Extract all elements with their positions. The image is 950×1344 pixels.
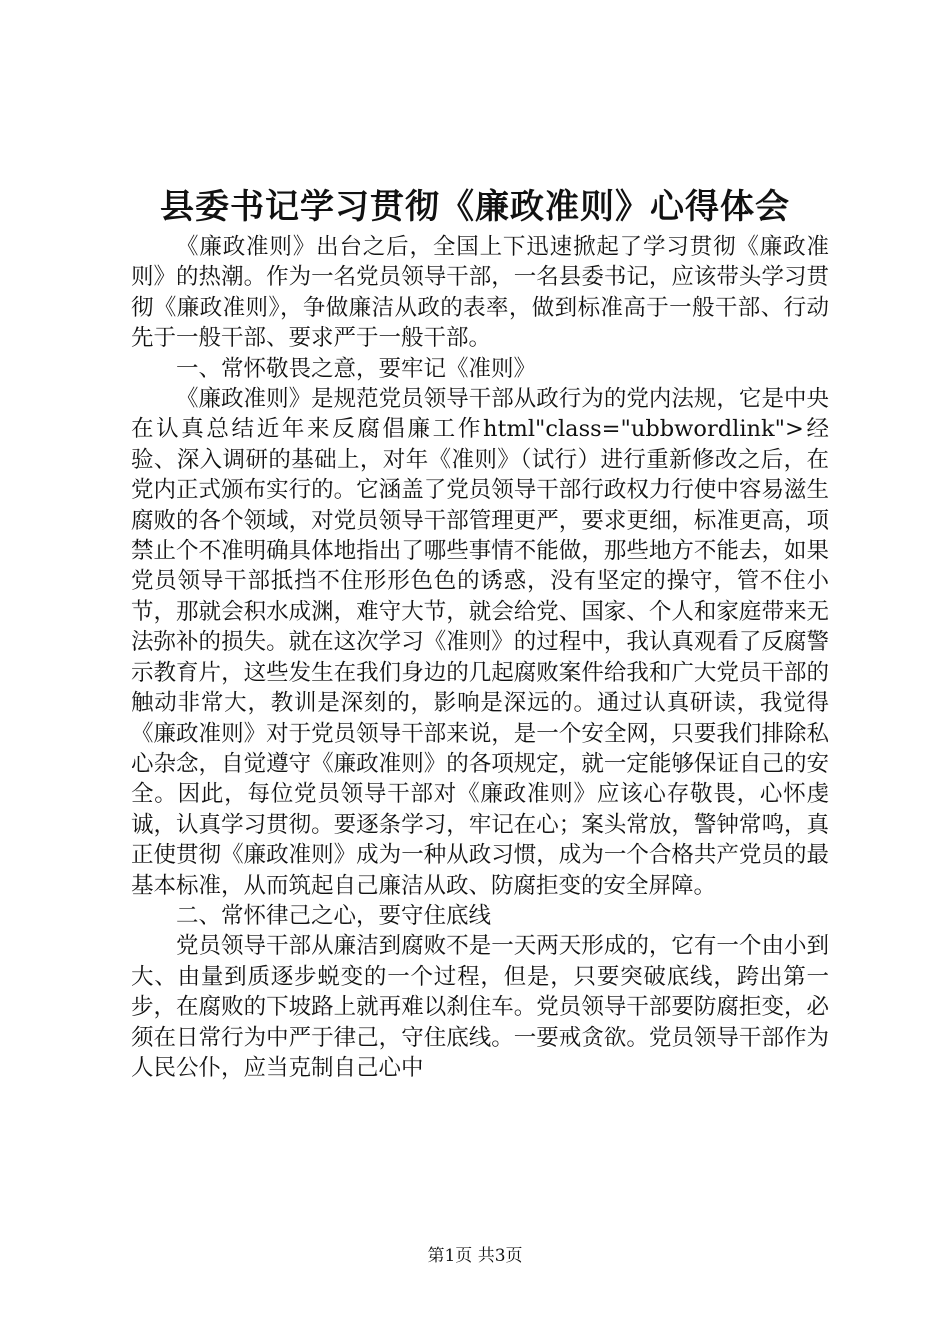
section-heading-1: 一、常怀敬畏之意，要牢记《准则》 [176,355,537,382]
document-body [131,232,829,1083]
section-heading-2: 二、常怀律己之心，要守住底线 [176,902,492,929]
paragraph-section-2: 党员领导干部从廉洁到腐败不是一天两天形成的，它有一个由小到大、由量到质逐步蜕变的一个过程，但是，只要突破底线，跨出第一步，在腐败的下坡路上就再难以刹住车。党员领导干部要防腐拒变，必须在日常行为中严于律己，守住底线。一要戒贪欲。党员领导干部作为人民公仆，应当克制自己心中 [131,933,829,1081]
paragraph-section-1: 《廉政准则》是规范党员领导干部从政行为的党内法规，它是中央在认真总结近年来反腐倡廉工作html"class="ubbwordlink">经验、深入调研的基础上，对年《准则》（试行）进行重新修改之后，在党内正式颁布实行的。它涵盖了党员领导干部行政权力行使中容易滋生腐败的各个领域，对党员领导干部管理更严，要求更细，标准更高，项禁止个不准明确具体地指出了哪些事情不能做，那些地方不能去，如果党员领导干部抵挡不住形形色色的诱惑，没有坚定的操守，管不住小节，那就会积水成渊，难守大节，就会给党、国家、个人和家庭带来无法弥补的损失。就在这次学习《准则》的过程中，我认真观看了反腐警示教育片，这些发生在我们身边的几起腐败案件给我和广大党员干部的触动非常大，教训是深刻的，影响是深远的。通过认真研读，我觉得《廉政准则》对于党员领导干部来说，是一个安全网，只要我们排除私心杂念，自觉遵守《廉政准则》的各项规定，就一定能够保证自己的安全。因此，每位党员领导干部对《廉政准则》应该心存敬畏，心怀虔诚，认真学习贯彻。要逐条学习，牢记在心；案头常放，警钟常鸣，真正使贯彻《廉政准则》成为一种从政习惯，成为一个合格共产党员的最基本标准，从而筑起自己廉洁从政、防腐拒变的安全屏障。 [131,386,829,899]
document-title: 县委书记学习贯彻《廉政准则》心得体会 [160,187,790,227]
paragraph-intro: 《廉政准则》出台之后，全国上下迅速掀起了学习贯彻《廉政准则》的热潮。作为一名党员领导干部，一名县委书记，应该带头学习贯彻《廉政准则》，争做廉洁从政的表率，做到标准高于一般干部、行动先于一般干部、要求严于一般干部。 [131,234,829,352]
page-number-footer: 第1页 共3页 [427,1246,523,1266]
